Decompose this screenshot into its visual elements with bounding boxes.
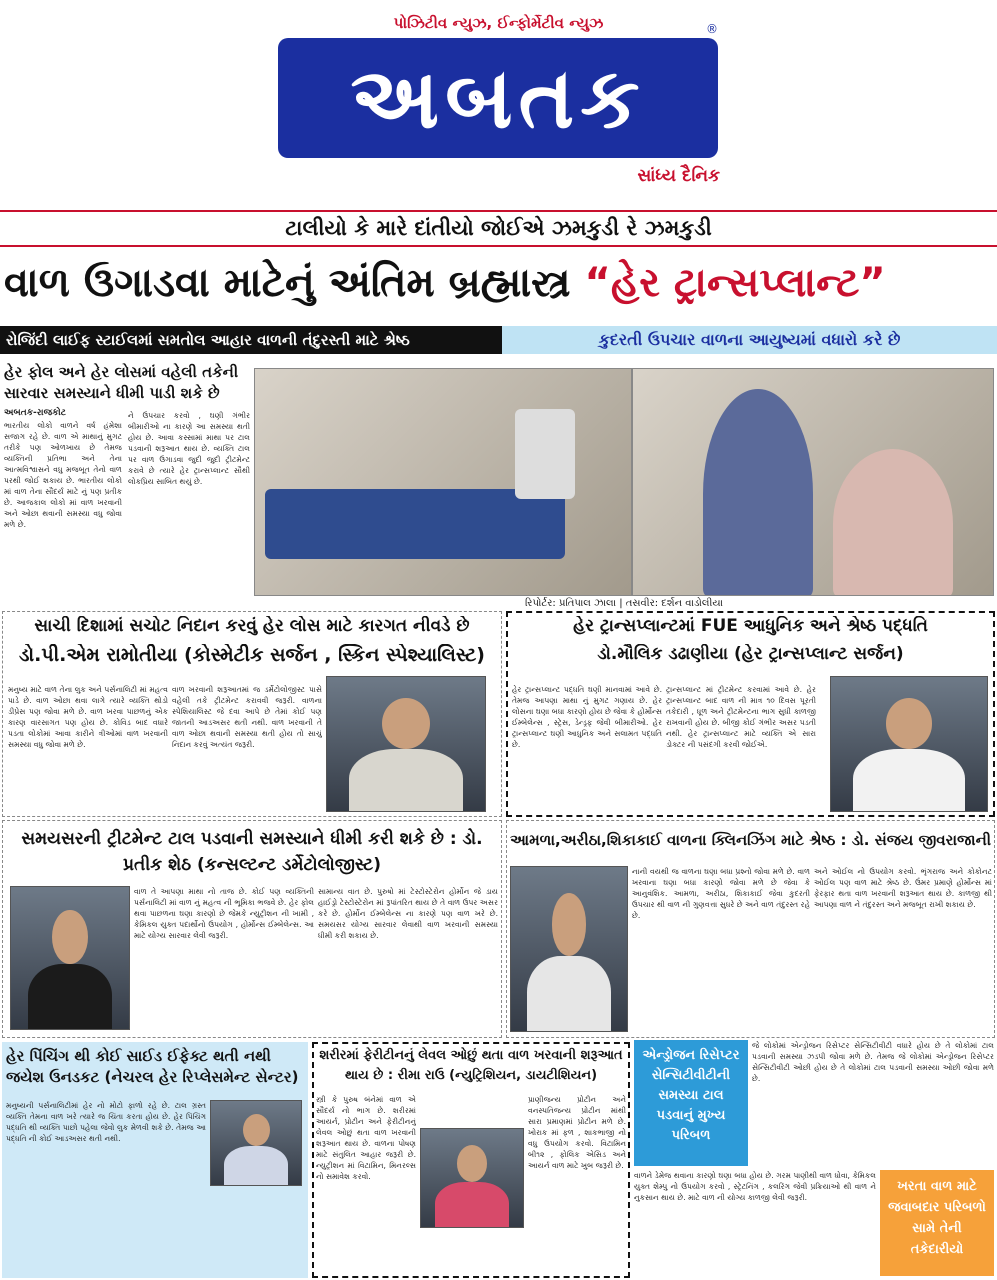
clinic-room-photo <box>254 368 632 596</box>
main-headline <box>0 248 997 318</box>
section-jivrajani-col2: અને ઓઈલ નો ઉપયોગ કરવો. ભૃંગરાજ અને કોકોનટ ઓઈલ પણ વાળ માટે શ્રેષ્ઠ છે. ઉંમર પ્રમાણે હોર્મોન્સ માં ફેરફાર થતા વાળ ખરવાની શરૂઆત થાય છે. કાળજી થી આપણા વાળ ને તંદુરસ્ત અને મજબૂત રાખી શકાય છે. <box>814 867 992 909</box>
edition-label: સાંધ્ય દૈનિક <box>637 166 720 186</box>
section-dadhaniya-heading: હેર ટ્રાન્સપ્લાન્ટમાં FUE આધુનિક અને શ્રેષ્ઠ પદ્ધતિ <box>573 616 928 636</box>
registered-mark: ® <box>706 22 718 36</box>
section-rau-col1: સ્ત્રી કે પુરુષ બંનેમાં વાળ એ સૌંદર્ય નો ભાગ છે. શરીરમાં આયર્ન, પ્રોટીન અને ફેરીટીનનું લેવલ ઓછું થતા વાળ ખરવાની શરૂઆત થાય છે. વાળના પોષણ માટે સંતુલિત આહાર જરૂરી છે. ન્યુટ્રીશન માં વિટામિન, મિનરલ્સ નો સમાવેશ કરવો. <box>316 1095 416 1181</box>
portrait-dadhaniya <box>830 676 988 812</box>
newspaper-logo: અબતક <box>278 38 718 158</box>
section-ramotiya-col1: મનુષ્ય માટે વાળ તેના લુક અને પર્સનાલિટી માં મહત્વ પાડે છે. વાળ ઓછા થવા લાગે ત્યારે વ્યક્તિ થોડો ડીપ્રેસ પણ જોવા મળે છે. વાળ ખરવા પાછળનું એક કારણ વારસાગત પણ હોય છે. કોવિડ બાદ વધારે પડતા લોકોમાં આવા કારીને ત્રીઓમાં વાળ ખરવાની સમસ્યા વધુ જોવા મળે છે. <box>8 685 168 749</box>
subheadline-right: કુદરતી ઉપચાર વાળના આયુષ્યમાં વધારો કરે છે <box>502 326 997 354</box>
section-jivrajani-col1: નાની વયથી જ વાળના ઘણા બધા પ્રશ્નો જોવા મળે છે. વાળ ખરવાના ઘણા બધા કારણો જોવા મળે છે જેવા કે આનુવંશિક. આમળા, અરીઠા, શિકાકાઈ જેવા કુદરતી ઉપચાર થી વાળ ની ગુણવત્તા સુધરે છે અને વાળ તંદુરસ્ત રહે છે. <box>632 867 810 920</box>
lead-column-1: ભારતીય લોકો વાળને વર્ષ હંમેશા સજાગ રહે છે. વાળ એ માથાનું મુગટ તરીકે પણ ઓળખાય છે તેમજ વ્યક્તિની પ્રતિભા અને તેના આત્મવિશ્વાસને વધુ મજબૂત તેનો વાળ પરથી જોઈ શકાય છે. ભારતીય લોકો માં વાળ તેના સૌંદર્ય માટે નું પણ પ્રતીક છે. આજકાલ લોકો માં વાળ ખરવાની અને ઓછા થવાની સમસ્યા વધુ જોવા મળે છે. <box>4 421 122 529</box>
section-sheth-col1: વાળ તે આપણા માથા નો તાજ છે. કોઈ પણ વ્યક્તિની પર્સનાલિટી માં વાળ નું મહત્વ ની ભૂમિકા ભજવે છે. હેર ફોલ થવા પાછળના ઘણા કારણો છે જેમકે ન્યુટ્રીશન ની ખામી , કેમિકલ યુક્ત પદાર્થોનો ઉપયોગ , હોર્મોન્સ ઈમ્બેલેન્સ. આ માટે યોગ્ય સારવાર લેવી જરૂરી. <box>134 887 314 940</box>
headline-quote: “હેર ટ્રાન્સપ્લાન્ટ” <box>584 260 886 306</box>
portrait-rau <box>420 1128 524 1228</box>
section-ramotiya-name: ડો.પી.એમ રામોતીયા (કોસ્મેટીક સર્જન , સ્કિન સ્પેશ્યાલિસ્ટ) <box>18 644 485 666</box>
transplant-procedure-photo <box>632 368 994 596</box>
portrait-jivrajani <box>510 866 628 1032</box>
headline-text: વાળ ઉગાડવા માટેનું અંતિમ બ્રહ્માસ્ત્ર <box>4 260 571 306</box>
portrait-unadkat <box>210 1100 302 1186</box>
masthead-tagline: પોઝિટીવ ન્યુઝ, ઈન્ફોર્મેટીવ ન્યુઝ <box>393 14 604 32</box>
section-sheth-heading: સમયસરની ટ્રીટમેન્ટ ટાલ પડવાની સમસ્યાને ધીમી કરી શકે છે : ડો. પ્રતીક શેઠ (કન્સલ્ટન્ટ ડર્મેટોલોજીસ્ટ) <box>21 829 483 875</box>
androgen-text: જે લોકોમાં એન્ડ્રોજન રિસેપ્ટર સેન્સિટીવીટી વધારે હોય છે તે લોકોમાં ટાલ પડવાની સમસ્યા ઝડપી જોવા મળે છે. તેમજ જે લોકોમાં એન્ડ્રોજન રિસેપ્ટર સેન્સિટીવીટી ઓછી હોય છે તે લોકોમાં ટાલ પડવાની સમસ્યા ઓછી જોવા મળે છે. <box>752 1041 994 1083</box>
section-unadkat-heading: હેર પિંચિંગ થી કોઈ સાઈડ ઈફેક્ટ થતી નથી જયેશ ઉનડકટ (નેચરલ હેર રિપ્લેસમેન્ટ સેન્ટર) <box>6 1047 299 1086</box>
dateline: અબતક-રાજકોટ <box>4 408 66 418</box>
care-text: વાળને ડેમેજ થવાના કારણો ઘણા બધા હોય છે. ગરમ પાણીથી વાળ ધોવા, કેમિકલ યુક્ત શેમ્પુ નો ઉપયોગ કરવો , સ્ટ્રેટનિંગ , કલરિંગ જેવી પ્રક્રિયાઓ થી વાળ ને નુકસાન થાય છે. માટે વાળ ની યોગ્ય કાળજી લેવી જરૂરી. <box>634 1171 876 1202</box>
section-dadhaniya-col1: હેર ટ્રાન્સપ્લાન્ટ પદ્ધતિ ઘણી માનવામાં આવે છે. તેમજ આપણા માથા નું મુગટ ગણાય છે. હેર લોસના ઘણા બધા કારણો હોય છે જેવા કે હોર્મોન્સ ઈમ્બેલેન્સ , સ્ટ્રેસ, ડેન્ડ્રફ જેવી બીમારીઓ. હેર ટ્રાન્સપ્લાન્ટ ઘણી આધુનિક અને સલામત પદ્ધતિ છે. <box>512 685 662 749</box>
section-jivrajani-heading: આમળા,અરીઠા,શિકાકાઈ વાળના ક્લિનઝિંગ માટે શ્રેષ્ઠ : ડો. સંજય જીવરાજાની <box>510 831 991 849</box>
portrait-sheth <box>10 886 130 1030</box>
subheadline-left: રોજિંદી લાઈફ સ્ટાઈલમાં સમતોલ આહાર વાળની તંદુરસ્તી માટે શ્રેષ્ઠ <box>0 326 502 354</box>
section-sheth-col2: સામાન્ય વાત છે. પુરુષો માં ટેસ્ટોસ્ટેરોન હોર્મોન જે ડાય હાઈડ્રો ટેસ્ટોસ્ટેરોન માં રૂપાંતરિત થાય છે તે વાળ ઉપર અસર કરે છે. હોર્મોન ઈમ્બેલેન્સ ના કારણે પણ વાળ ખરે છે. સમયસર યોગ્ય સારવાર લેવાથી વાળ ખરવાની સમસ્યા ધીમી કરી શકાય છે. <box>318 887 498 940</box>
photo-credit: રિપોર્ટર: પ્રતિપાલ ઝાલા | તસવીર: દર્શન વાડોલીયા <box>254 597 994 611</box>
section-dadhaniya-name: ડો.મૌલિક ડઢાણીયા (હેર ટ્રાન્સપ્લાન્ટ સર્જન) <box>597 644 904 664</box>
section-rau-heading: શરીરમાં ફેરીટીનનું લેવલ ઓછું થતા વાળ ખરવાની શરૂઆત થાય છે : રીમા રાઉ (ન્યુટ્રિશિયન, ડાયટીશિયન) <box>319 1048 623 1083</box>
section-dadhaniya-col2: ટ્રાન્સપ્લાન્ટ માં ટ્રીટમેન્ટ કરવામાં આવે છે. હેર ટ્રાન્સપ્લાન્ટ બાદ વાળ ની માત્ર ૧૦ દિવસ પૂરતી તકેદારી , ધૂળ અને ટ્રીટમેન્ટના ભાગ સુધી કાળજી રાખવાની હોય છે. બીજી કોઈ ગંભીર અસર પડતી નથી. હેર ટ્રાન્સપ્લાન્ટ માટે વ્યક્તિ એ સારા ડોક્ટર ની પસંદગી કરવી જોઈએ. <box>666 685 816 749</box>
section-ramotiya-col2: વાળ ખરવાની શરૂઆતમાં જ ડર્મેટોલોજીસ્ટ પાસે વહેલી તકે ટ્રીટમેન્ટ કરાવવી જરૂરી. વાળના સ્પેશિયાલિસ્ટ જે દવા આપે છે તેમાં કોઈ પણ જાતની આડઅસર થતી નથી. વાળ ખરવાની તે વાળ ઓછા થવાની સમસ્યા થતી હોય તો સાચું નિદાન કરવું અત્યંત જરૂરી. <box>172 685 322 749</box>
care-box: ખરતા વાળ માટે જવાબદાર પરિબળો સામે તેની તકેદારીયો <box>880 1170 994 1276</box>
section-rau-col2: પ્રાણીજન્ય પ્રોટીન અને વનસ્પતિજન્ય પ્રોટીન માંથી સારા પ્રમાણમાં પ્રોટીન મળે છે. ખોરાક માં ફળ , શાકભાજી નો વધુ ઉપયોગ કરવો. વિટામિન બી૧૨ , ફોલિક એસિડ અને આયર્ન વાળ માટે ખુબ જરૂરી છે. <box>528 1095 626 1170</box>
article-kicker: ટાલીયો કે મારે દાંતીયો જોઈએ ઝમકુડી રે ઝમકુડી <box>0 210 997 247</box>
lead-column-2: ને ઉપચાર કરવો , ઘણી ગંભીર બીમારીઓ ના કારણે આ સમસ્યા થતી હોય છે. આવા કસ્સામાં માથા પર ટાલ પડવાની શરૂઆત થાય છે. વ્યક્તિ ટાલ પર વાળ ઉગાડવા જુદી જુદી ટ્રીટમેન્ટ કરાવે છે ત્યારે હેર ટ્રાન્સપ્લાન્ટ સૌથી લોકપ્રિય સાબિત થયું છે. <box>128 411 250 486</box>
androgen-box: એન્ડ્રોજન રિસેપ્ટર સેન્સિટીવીટીની સમસ્યા ટાલ પડવાનું મુખ્ય પરિબળ <box>634 1040 748 1166</box>
section-ramotiya-heading: સાચી દિશામાં સચોટ નિદાન કરવું હેર લોસ માટે કારગત નીવડે છે <box>34 616 470 636</box>
portrait-ramotiya <box>326 676 486 812</box>
lead-story-heading: હેર ફોલ અને હેર લોસમાં વહેલી તકેની સારવાર સમસ્યાને ધીમી પાડી શકે છે <box>4 363 239 402</box>
section-unadkat-text: મનુષ્યની પર્સનાલિટીમાં હેર નો મોટો ફાળો રહે છે. ટાલ ગ્રસ્ત વ્યક્તિ તેમના વાળ ખરે ત્યારે જ ચિંતા કરતા હોય છે. હેર પિંચિંગ પદ્ધતિ થી વ્યક્તિ પાછો પહેલા જેવો લુક મેળવી શકે છે. તેમજ આ પદ્ધતિ ની કોઈ આડઅસર થતી નથી. <box>6 1101 206 1143</box>
